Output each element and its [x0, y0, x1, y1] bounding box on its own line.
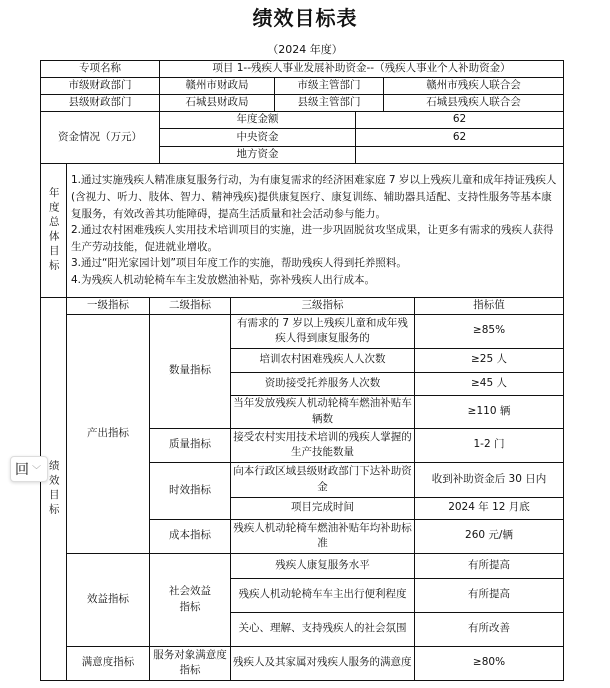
l3-value: ≥85% — [415, 314, 564, 348]
l3-value: 收到补助资金后 30 日内 — [415, 462, 564, 497]
l3-name: 培训农村困难残疾人人次数 — [231, 348, 415, 372]
header-value: 指标值 — [415, 298, 564, 315]
l3-name: 残疾人及其家属对残疾人服务的满意度 — [231, 646, 415, 680]
l3-value: 有所改善 — [415, 612, 564, 646]
fund-annual-label: 年度金额 — [160, 112, 356, 129]
fund-local-label: 地方资金 — [160, 147, 356, 164]
header-table — [40, 60, 564, 112]
l3-name: 关心、理解、支持残疾人的社会氛围 — [231, 612, 415, 646]
l2-service-satisfaction: 服务对象满意度指标 — [150, 646, 231, 680]
project-value: 项目 1--残疾人事业发展补助资金--（残疾人事业个人补助资金） — [160, 61, 564, 78]
project-label: 专项名称 — [41, 61, 160, 78]
funds-label: 资金情况（万元） — [41, 112, 160, 164]
goals-table — [40, 163, 564, 298]
l3-name: 当年发放残疾人机动轮椅车燃油补贴车辆数 — [231, 395, 415, 428]
fund-central-label: 中央资金 — [160, 129, 356, 147]
l2-timeliness: 时效指标 — [150, 462, 231, 519]
county-dept-value: 石城县残疾人联合会 — [384, 95, 564, 112]
l3-value: 有所提高 — [415, 553, 564, 578]
year-label: （2024 年度） — [267, 43, 343, 56]
l3-value: ≥25 人 — [415, 348, 564, 372]
funds-table — [40, 111, 564, 164]
l3-name: 残疾人机动轮椅车燃油补贴年均补助标准 — [231, 519, 415, 553]
county-fin-value: 石城县财政局 — [160, 95, 275, 112]
l3-name: 残疾人康复服务水平 — [231, 553, 415, 578]
city-fin-value: 赣州市财政局 — [160, 78, 275, 95]
l3-name: 接受农村实用技术培训的残疾人掌握的生产技能数量 — [231, 428, 415, 462]
l3-value: 260 元/辆 — [415, 519, 564, 553]
l1-benefit: 效益指标 — [67, 553, 150, 646]
header-l1: 一级指标 — [67, 298, 150, 315]
goal-4: 4.为残疾人机动轮椅车车主发放燃油补贴，弥补残疾人出行成本。 — [71, 273, 376, 286]
city-dept-label: 市级主管部门 — [275, 78, 384, 95]
l3-value: 2024 年 12 月底 — [415, 497, 564, 519]
fund-local-value — [356, 147, 564, 164]
l3-value: ≥110 辆 — [415, 395, 564, 428]
l3-name: 向本行政区域县级财政部门下达补助资金 — [231, 462, 415, 497]
chevron-down-icon: ﹀ — [32, 465, 42, 476]
l2-social-benefit: 社会效益指标 — [150, 553, 231, 646]
outline-icon: 回 — [15, 462, 29, 478]
county-fin-label: 县级财政部门 — [41, 95, 160, 112]
l3-name: 残疾人机动轮椅车车主出行便利程度 — [231, 578, 415, 612]
goal-1: 1.通过实施残疾人精准康复服务行动，为有康复需求的经济困难家庭 7 岁以上残疾儿童和成年持证残疾人(含视力、听力、肢体、智力、精神残疾)提供康复医疗、康复训练、辅助器具适配、支持性服务等基本康复服务，有效改善其功能障碍，提高生活质量和社会活动参与能力。 — [71, 174, 557, 220]
page-title: 绩效目标表 — [252, 6, 358, 30]
goals-text — [67, 164, 564, 298]
l3-value: 1-2 门 — [415, 428, 564, 462]
l3-value: ≥45 人 — [415, 372, 564, 395]
l1-output: 产出指标 — [67, 314, 150, 553]
fund-central-value: 62 — [356, 129, 564, 147]
l3-name: 项目完成时间 — [231, 497, 415, 519]
outline-toggle-button[interactable] — [10, 456, 48, 482]
city-fin-label: 市级财政部门 — [41, 78, 160, 95]
l2-quality: 质量指标 — [150, 428, 231, 462]
goal-3: 3.通过“阳光家园计划”项目年度工作的实施，帮助残疾人得到托养照料。 — [71, 257, 407, 270]
header-l2: 二级指标 — [150, 298, 231, 315]
l2-quantity: 数量指标 — [150, 314, 231, 428]
l3-name: 资助接受托养服务人次数 — [231, 372, 415, 395]
goals-label: 年度总体目标 — [41, 164, 67, 298]
l3-value: ≥80% — [415, 646, 564, 680]
indicators-label: 绩效目标 — [41, 298, 67, 681]
l3-name: 有需求的 7 岁以上残疾儿童和成年残疾人得到康复服务的 — [231, 314, 415, 348]
goal-2: 2.通过农村困难残疾人实用技术培训项目的实施，进一步巩固脱贫攻坚成果，让更多有需求的残疾人获得生产劳动技能，促进就业增收。 — [71, 224, 554, 253]
fund-annual-value: 62 — [356, 112, 564, 129]
city-dept-value: 赣州市残疾人联合会 — [384, 78, 564, 95]
l3-value: 有所提高 — [415, 578, 564, 612]
l1-satisfaction: 满意度指标 — [67, 646, 150, 680]
indicators-table — [40, 297, 564, 681]
county-dept-label: 县级主管部门 — [275, 95, 384, 112]
header-l3: 三级指标 — [231, 298, 415, 315]
l2-cost: 成本指标 — [150, 519, 231, 553]
